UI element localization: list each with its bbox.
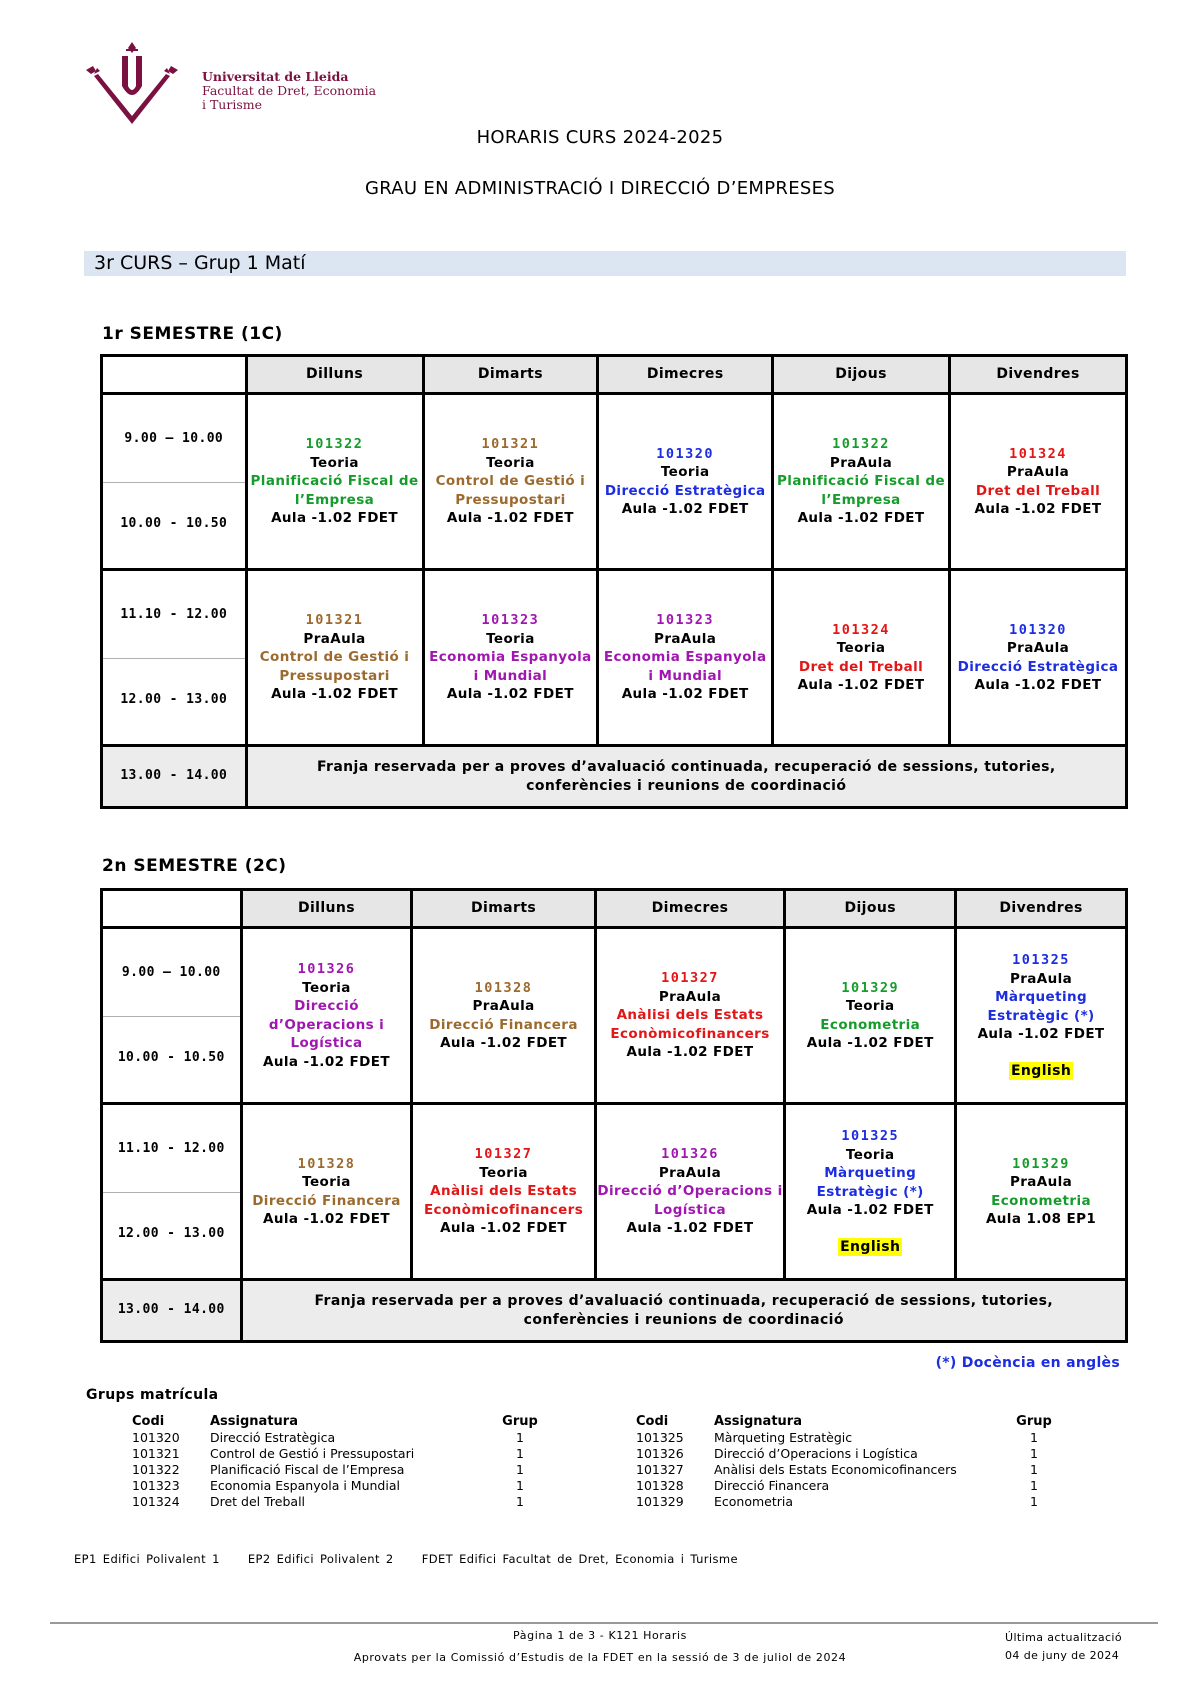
room-label: Aula -1.02 FDET bbox=[271, 510, 399, 527]
room-label: Aula -1.02 FDET bbox=[446, 510, 574, 527]
session-type: Teoria bbox=[845, 1146, 895, 1163]
subject-cell: Direcció d’Operacions i Logística bbox=[714, 1446, 918, 1461]
group-cell: 1 bbox=[1030, 1462, 1038, 1477]
subject-name: Planificació Fiscal de l’Empresa bbox=[777, 473, 946, 508]
code-cell: 101327 bbox=[636, 1462, 684, 1477]
reserved-time: 13.00 - 14.00 bbox=[102, 1280, 242, 1342]
subject-cell: Planificació Fiscal de l’Empresa bbox=[210, 1462, 405, 1477]
session-type: Teoria bbox=[479, 1164, 528, 1181]
group-cell: 1 bbox=[1030, 1478, 1038, 1493]
session-cell bbox=[241, 928, 412, 1104]
code-cell: 101323 bbox=[132, 1478, 180, 1493]
subject-name: Economia Espanyola i Mundial bbox=[429, 649, 592, 684]
group-cell: 1 bbox=[516, 1494, 524, 1509]
time-end: 12.00 - 13.00 bbox=[117, 1226, 225, 1241]
room-label: Aula -1.02 FDET bbox=[271, 686, 399, 703]
room-label: Aula -1.02 FDET bbox=[440, 1035, 568, 1051]
group-cell: 1 bbox=[516, 1446, 524, 1461]
session-cell bbox=[595, 1104, 785, 1280]
course-band: 3r CURS – Grup 1 Matí bbox=[84, 251, 1126, 276]
code-cell: 101326 bbox=[636, 1446, 684, 1461]
session-type: Teoria bbox=[302, 979, 351, 996]
time-start: 11.10 - 12.00 bbox=[103, 1105, 240, 1193]
course-code: 101324 bbox=[1009, 445, 1067, 462]
room-label: Aula -1.02 FDET bbox=[797, 677, 925, 693]
session-cell bbox=[773, 570, 950, 746]
subject-name: Màrqueting Estratègic (*) bbox=[816, 1165, 924, 1200]
subject-name: Direcció d’Operacions i Logística bbox=[597, 1183, 783, 1218]
session-type: Teoria bbox=[310, 454, 359, 471]
degree-title: GRAU EN ADMINISTRACIÓ I DIRECCIÓ D’EMPRESES bbox=[364, 178, 835, 199]
subject-name: Econometria bbox=[991, 1192, 1091, 1209]
time-end: 10.00 - 10.50 bbox=[117, 1050, 225, 1065]
day-header-fri: Divendres bbox=[950, 356, 1127, 394]
code-cell: 101322 bbox=[132, 1462, 180, 1477]
subject-name: Economia Espanyola i Mundial bbox=[603, 649, 767, 684]
session-type: PraAula bbox=[1006, 640, 1070, 656]
session-type: Teoria bbox=[302, 1174, 351, 1190]
group-cell: 1 bbox=[516, 1478, 524, 1493]
logo-line-2: Facultat de Dret, Economia bbox=[202, 83, 377, 98]
course-code: 101324 bbox=[832, 621, 890, 638]
session-type: Teoria bbox=[486, 630, 535, 647]
code-cell: 101321 bbox=[132, 1446, 180, 1461]
session-cell bbox=[246, 394, 423, 570]
building-legend bbox=[74, 1552, 760, 1566]
time-start: 9.00 – 10.00 bbox=[103, 929, 240, 1017]
time-end: 10.00 - 10.50 bbox=[120, 516, 228, 531]
session-cell bbox=[598, 394, 773, 570]
subject-cell: Econometria bbox=[714, 1494, 794, 1509]
groups-table-left bbox=[132, 1414, 540, 1510]
english-badge: English bbox=[840, 1238, 901, 1255]
course-code: 101329 bbox=[1012, 1155, 1070, 1172]
session-type: Teoria bbox=[845, 998, 895, 1014]
english-note: (*) Docència en anglès bbox=[935, 1355, 1120, 1371]
subject-name: Econometria bbox=[820, 1016, 921, 1033]
room-label: Aula -1.02 FDET bbox=[621, 686, 749, 703]
subject-cell: Direcció Financera bbox=[714, 1478, 830, 1493]
course-code: 101320 bbox=[1009, 621, 1067, 638]
session-cell bbox=[773, 394, 950, 570]
day-header-mon: Dilluns bbox=[241, 890, 412, 928]
course-code: 101323 bbox=[481, 612, 540, 629]
time-cell bbox=[102, 1104, 242, 1280]
course-code: 101322 bbox=[832, 436, 890, 453]
session-cell bbox=[246, 570, 423, 746]
code-cell: 101328 bbox=[636, 1478, 684, 1493]
table-row bbox=[636, 1478, 1054, 1494]
session-type: Teoria bbox=[836, 640, 886, 656]
course-code: 101327 bbox=[661, 970, 719, 987]
day-header-thu: Dijous bbox=[785, 890, 956, 928]
footer-approval: Aprovats per la Comissió d’Estudis de la FDET en la sessió de 3 de juliol de 2024 bbox=[353, 1651, 847, 1664]
course-code: 101329 bbox=[841, 979, 900, 996]
session-type: Teoria bbox=[660, 464, 710, 480]
subject-name: Màrqueting Estratègic (*) bbox=[987, 989, 1095, 1024]
group-cell: 1 bbox=[516, 1462, 524, 1477]
room-label: Aula -1.02 FDET bbox=[977, 1026, 1105, 1042]
col-header-code: Codi bbox=[636, 1414, 669, 1429]
subject-name: Direcció Estratègica bbox=[604, 482, 766, 499]
col-header-group: Grup bbox=[1016, 1414, 1052, 1429]
table-row bbox=[132, 1430, 540, 1446]
legend-fdet: FDET Edifici Facultat de Dret, Economia i Turisme bbox=[421, 1552, 738, 1566]
day-header-wed: Dimecres bbox=[598, 356, 773, 394]
subject-cell: Direcció Estratègica bbox=[210, 1430, 336, 1445]
code-cell: 101320 bbox=[132, 1430, 180, 1445]
subject-name: Dret del Treball bbox=[975, 482, 1101, 499]
group-cell: 1 bbox=[1030, 1430, 1038, 1445]
course-code: 101325 bbox=[1012, 952, 1070, 968]
groups-title: Grups matrícula bbox=[86, 1387, 219, 1403]
subject-cell: Dret del Treball bbox=[210, 1494, 306, 1509]
reserved-slot bbox=[241, 1280, 1126, 1342]
semester-1-title: 1r SEMESTRE (1C) bbox=[102, 324, 283, 344]
subject-name: Direcció d’Operacions i Logística bbox=[268, 998, 385, 1051]
logo-line-1: Universitat de Lleida bbox=[202, 69, 349, 84]
time-start: 9.00 – 10.00 bbox=[103, 395, 245, 483]
footer-divider bbox=[50, 1622, 1158, 1624]
col-header-subject: Assignatura bbox=[714, 1414, 802, 1429]
updated-label: Última actualització bbox=[1005, 1631, 1123, 1644]
session-cell bbox=[423, 394, 598, 570]
updated-date: 04 de juny de 2024 bbox=[1005, 1649, 1120, 1662]
subject-name: Control de Gestió i Pressupostari bbox=[259, 649, 410, 684]
room-label: Aula -1.02 FDET bbox=[974, 677, 1102, 693]
course-code: 101326 bbox=[297, 961, 356, 977]
legend-ep1: EP1 Edifici Polivalent 1 bbox=[74, 1552, 220, 1566]
day-header-tue: Dimarts bbox=[423, 356, 598, 394]
course-code: 101321 bbox=[481, 436, 540, 453]
col-header-code: Codi bbox=[132, 1414, 165, 1429]
day-header-wed: Dimecres bbox=[595, 890, 785, 928]
session-cell bbox=[956, 1104, 1127, 1280]
session-type: PraAula bbox=[658, 988, 722, 1005]
col-header-subject: Assignatura bbox=[210, 1414, 298, 1429]
subject-cell: Control de Gestió i Pressupostari bbox=[210, 1446, 415, 1461]
table-row bbox=[132, 1494, 540, 1510]
session-type: PraAula bbox=[472, 998, 535, 1014]
time-cell bbox=[102, 928, 242, 1104]
legend-ep2: EP2 Edifici Polivalent 2 bbox=[247, 1552, 394, 1566]
session-cell bbox=[950, 394, 1127, 570]
reserved-time: 13.00 - 14.00 bbox=[102, 746, 247, 808]
session-type: PraAula bbox=[658, 1164, 722, 1181]
room-label: Aula -1.02 FDET bbox=[626, 1044, 754, 1061]
course-code: 101321 bbox=[305, 612, 364, 629]
reserved-text: Franja reservada per a proves d’avaluació continuada, recuperació de sessions, tutories, conferències i reunions de coordinació bbox=[316, 758, 1056, 794]
course-code: 101328 bbox=[474, 979, 533, 996]
university-logo bbox=[82, 40, 182, 126]
time-cell bbox=[102, 570, 247, 746]
reserved-text: Franja reservada per a proves d’avaluació continuada, recuperació de sessions, tutories, conferències i reunions de coordinació bbox=[314, 1292, 1054, 1328]
session-cell bbox=[423, 570, 598, 746]
course-code: 101322 bbox=[305, 436, 364, 453]
subject-name: Planificació Fiscal de l’Empresa bbox=[250, 473, 419, 508]
session-cell bbox=[956, 928, 1127, 1104]
table-row bbox=[636, 1430, 1054, 1446]
table-row bbox=[132, 1462, 540, 1478]
corner-cell bbox=[102, 890, 242, 928]
room-label: Aula -1.02 FDET bbox=[263, 1053, 390, 1070]
session-type: Teoria bbox=[486, 454, 535, 471]
group-cell: 1 bbox=[1030, 1446, 1038, 1461]
subject-name: Direcció Estratègica bbox=[957, 658, 1119, 675]
col-header-group: Grup bbox=[502, 1414, 538, 1429]
code-cell: 101325 bbox=[636, 1430, 684, 1445]
footer-page: Pàgina 1 de 3 - K121 Horaris bbox=[513, 1629, 687, 1642]
subject-cell: Màrqueting Estratègic bbox=[714, 1430, 853, 1445]
room-label: Aula -1.02 FDET bbox=[626, 1220, 754, 1237]
table-row bbox=[636, 1462, 1054, 1478]
session-cell bbox=[785, 1104, 956, 1280]
day-header-tue: Dimarts bbox=[412, 890, 595, 928]
subject-name: Direcció Financera bbox=[429, 1016, 578, 1033]
groups-table-right bbox=[636, 1414, 1054, 1510]
day-header-fri: Divendres bbox=[956, 890, 1127, 928]
subject-cell: Anàlisi dels Estats Economicofinancers bbox=[714, 1462, 957, 1477]
session-type: PraAula bbox=[1009, 970, 1073, 987]
corner-cell bbox=[102, 356, 247, 394]
session-type: PraAula bbox=[303, 630, 366, 647]
code-cell: 101329 bbox=[636, 1494, 684, 1509]
table-row bbox=[636, 1446, 1054, 1462]
room-label: Aula -1.02 FDET bbox=[974, 501, 1102, 517]
logo-text bbox=[202, 70, 376, 112]
subject-name: Direcció Financera bbox=[252, 1192, 401, 1209]
room-label: Aula -1.02 FDET bbox=[621, 501, 749, 517]
semester-2-timetable bbox=[100, 888, 1128, 1343]
course-code: 101328 bbox=[297, 1155, 356, 1172]
room-label: Aula -1.02 FDET bbox=[806, 1202, 934, 1218]
group-cell: 1 bbox=[516, 1430, 524, 1445]
course-code: 101326 bbox=[661, 1146, 719, 1163]
session-cell bbox=[598, 570, 773, 746]
course-code: 101320 bbox=[656, 445, 715, 462]
course-code: 101327 bbox=[474, 1146, 533, 1163]
logo-line-3: i Turisme bbox=[202, 97, 262, 112]
session-type: PraAula bbox=[829, 454, 893, 471]
time-cell bbox=[102, 394, 247, 570]
course-code: 101325 bbox=[841, 1128, 900, 1144]
footer-updated bbox=[1005, 1629, 1122, 1665]
room-label: Aula -1.02 FDET bbox=[797, 510, 925, 527]
table-row bbox=[636, 1494, 1054, 1510]
room-label: Aula -1.02 FDET bbox=[446, 686, 574, 703]
room-label: Aula 1.08 EP1 bbox=[985, 1211, 1097, 1227]
code-cell: 101324 bbox=[132, 1494, 180, 1509]
time-end: 12.00 - 13.00 bbox=[120, 692, 228, 707]
subject-name: Control de Gestió i Pressupostari bbox=[435, 473, 586, 508]
subject-cell: Economia Espanyola i Mundial bbox=[210, 1478, 400, 1493]
session-cell bbox=[595, 928, 785, 1104]
room-label: Aula -1.02 FDET bbox=[263, 1211, 390, 1227]
session-type: PraAula bbox=[1009, 1174, 1073, 1190]
subject-name: Anàlisi dels Estats Econòmicofinancers bbox=[610, 1007, 770, 1042]
room-label: Aula -1.02 FDET bbox=[806, 1035, 934, 1051]
session-cell bbox=[412, 928, 595, 1104]
table-row bbox=[132, 1478, 540, 1494]
course-code: 101323 bbox=[656, 612, 715, 629]
room-label: Aula -1.02 FDET bbox=[440, 1220, 568, 1237]
semester-2-title: 2n SEMESTRE (2C) bbox=[102, 856, 287, 876]
session-type: PraAula bbox=[654, 630, 717, 647]
time-start: 11.10 - 12.00 bbox=[103, 571, 245, 659]
table-row bbox=[132, 1446, 540, 1462]
english-badge: English bbox=[1010, 1062, 1072, 1079]
session-cell bbox=[785, 928, 956, 1104]
subject-name: Anàlisi dels Estats Econòmicofinancers bbox=[423, 1183, 584, 1218]
session-cell bbox=[950, 570, 1127, 746]
schedule-title: HORARIS CURS 2024-2025 bbox=[476, 127, 724, 148]
subject-name: Dret del Treball bbox=[798, 658, 924, 675]
semester-1-timetable bbox=[100, 354, 1128, 809]
reserved-slot bbox=[246, 746, 1126, 808]
day-header-thu: Dijous bbox=[773, 356, 950, 394]
session-cell bbox=[241, 1104, 412, 1280]
session-cell bbox=[412, 1104, 595, 1280]
session-type: PraAula bbox=[1006, 464, 1070, 480]
group-cell: 1 bbox=[1030, 1494, 1038, 1509]
day-header-mon: Dilluns bbox=[246, 356, 423, 394]
